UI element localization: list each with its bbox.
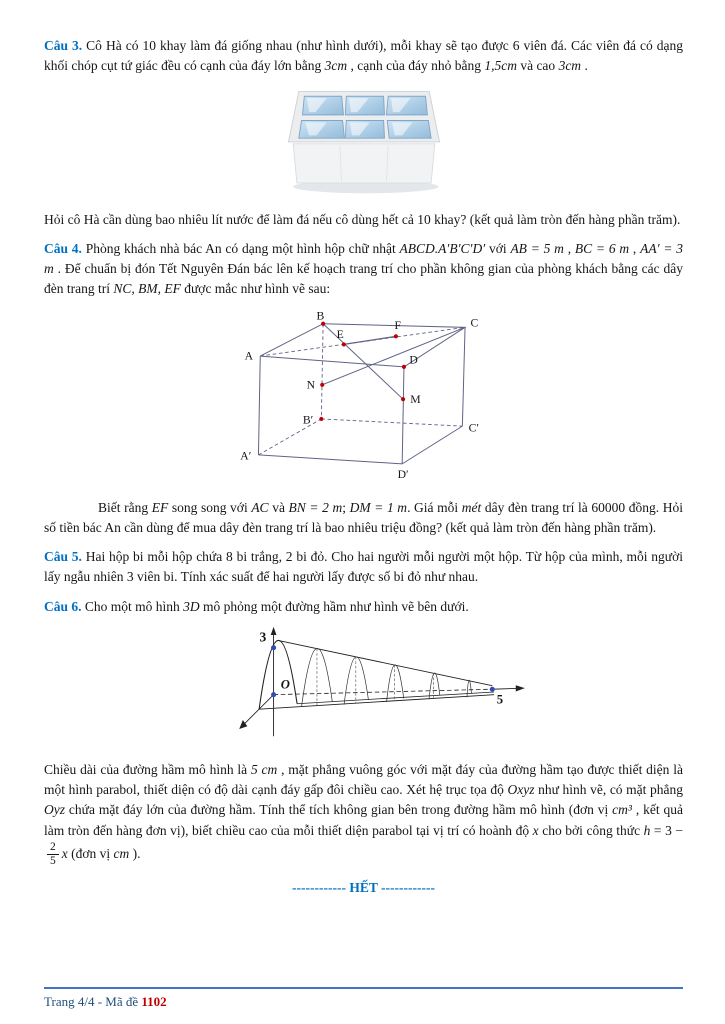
text-run: mô phỏng một đường hầm như hình vẽ bên dưới. [199,598,469,614]
question-6-label: Câu 6. [44,598,82,614]
math-run: AB = 5 m [510,240,564,256]
text-run: , [629,240,641,256]
math-run: Oxyz [507,782,535,797]
question-5-text [44,547,683,588]
math-run: x [532,822,539,838]
math-run: x [61,845,68,861]
ice-tray-image [269,86,459,196]
math-run: 3cm [558,58,582,74]
vertex-label-e: E [336,327,344,341]
math-run: 3D [183,598,200,614]
text-run: . [581,58,588,74]
text-run: Hỏi cô Hà cần dùng bao nhiêu lít nước để làm đá nếu cô dùng hết cả 10 khay? (kết quả làm tròn đến hàng phần trăm). [44,211,681,227]
text-run: chứa mặt đáy lớn của đường hầm. Tính thể tích không gian bên trong đường hầm mô hình (đơn vị [65,802,613,818]
text-run: = 3 − [650,822,684,838]
math-run: cm³ [612,802,632,818]
vertex-label-c-prime: C′ [468,421,479,435]
vertex-label-m: M [409,392,421,406]
math-run: mét [461,499,482,515]
fraction-numerator: 2 [47,841,59,855]
text-run: Phòng khách nhà bác An có dạng một hình hộp chữ nhật [81,240,400,256]
question-6-body [44,760,683,868]
room-box-figure [44,309,683,488]
math-run: ABCD.A′B′C′D′ [399,240,486,256]
text-run: được mắc như hình vẽ sau: [180,281,331,297]
question-4-body [44,498,683,539]
math-run: EF [151,499,169,515]
axis-label-3: 3 [259,629,267,645]
question-6-text [44,597,683,617]
math-run: AC [251,499,269,515]
text-run: , kết quả làm tròn đến hàng đơn vị), biết chiều cao của mỗi thiết diện parabol tại vị trí có hoành độ [44,802,683,838]
text-run: với [485,240,511,256]
math-run: h [643,822,651,838]
vertex-label-f: F [393,318,401,332]
end-divider [44,880,683,896]
tunnel-figure [44,626,683,752]
ice-tray-figure [44,86,683,200]
text-run: dây đèn trang trí là 60000 đồng. Hỏi số tiền bác An cần dùng để mua dây đèn trang trí là bao nhiêu triệu đồng? (kết quả làm tròn đến hàng phần trăm). [44,499,683,535]
vertex-label-d-prime: D′ [397,467,409,481]
text-run: , mặt phẳng vuông góc với mặt đáy của đường hầm tạo được thiết diện là một hình parabol, thiết diện có độ dài cạnh đáy gấp đôi chiều cao. Xét hệ trục tọa độ [44,761,683,797]
het-text: ------------ HẾT ------------ [292,880,435,896]
text-run: cho bởi công thức [538,822,644,838]
text-run: song song với [168,499,252,515]
text-run: và [268,499,289,515]
math-run: BC = 6 m [574,240,630,256]
question-4-label: Câu 4. [44,240,82,256]
math-run: AA′ = 3 m [44,240,684,276]
vertex-label-n: N [306,377,315,391]
math-run: cm [113,845,130,861]
math-run: BN = 2 m [288,499,343,515]
text-run: Hai hộp bi mỗi hộp chứa 8 bi trắng, 2 bi đỏ. Cho hai người mỗi người một hộp. Từ hộp của mình, mỗi người lấy ngẫu nhiên 3 viên bi. Tính xác suất để hai người lấy được số bi đỏ như nhau. [44,549,683,585]
text-run: Cho một mô hình [81,598,184,614]
tunnel-image [225,626,530,748]
footer-page-label: Trang 4/4 - Mã đề [44,994,142,1009]
text-run: ). [129,845,141,861]
math-run: 5 cm [250,761,278,777]
vertex-label-b: B [316,308,324,322]
page-footer [44,987,683,1010]
question-3-ask [44,210,683,230]
vertex-label-d: D [408,352,418,366]
axis-label-5: 5 [496,692,504,707]
vertex-label-a-prime: A′ [239,448,251,462]
question-3-text [44,36,683,77]
vertex-label-a: A [244,349,253,363]
math-run: 3cm [324,58,348,74]
text-run: ; [342,499,350,515]
text-run: , cạnh của đáy nhỏ bằng [347,58,485,74]
math-run: NC, BM, EF [113,281,181,297]
text-run: . Để chuẩn bị đón Tết Nguyên Đán bác lên kế hoạch trang trí cho phần không gian của phòng khách bằng các dây đèn trang trí [44,261,683,297]
text-run: Chiều dài của đường hầm mô hình là [44,761,251,777]
question-5-label: Câu 5. [44,549,82,564]
text-run: Biết rằng [98,499,152,515]
vertex-label-b-prime: B′ [302,412,313,426]
text-run: Cô Hà có 10 khay làm đá giống nhau (như hình dưới), mỗi khay sẽ tạo được 6 viên đá. Các viên đá có dạng khối chóp cụt tứ giác đều có cạnh của đáy lớn bằng [44,38,683,74]
text-run: như hình vẽ, có mặt phẳng [534,782,683,797]
vertex-label-c: C [469,315,478,329]
question-3-label: Câu 3. [44,38,83,53]
math-run: Oyz [44,802,65,818]
text-run: và cao [516,58,559,74]
math-run: DM = 1 m [349,499,408,515]
room-box-image [236,309,492,484]
text-run: . Giá mỗi [407,499,462,515]
text-run: , [563,240,575,256]
text-run: (đơn vị [67,845,114,861]
question-4-text [44,239,683,300]
math-run: 1,5cm [484,58,517,74]
origin-label: O [280,677,290,692]
fraction-two-fifths [47,841,59,868]
fraction-denominator: 5 [50,854,56,867]
exam-code: 1102 [141,994,167,1009]
